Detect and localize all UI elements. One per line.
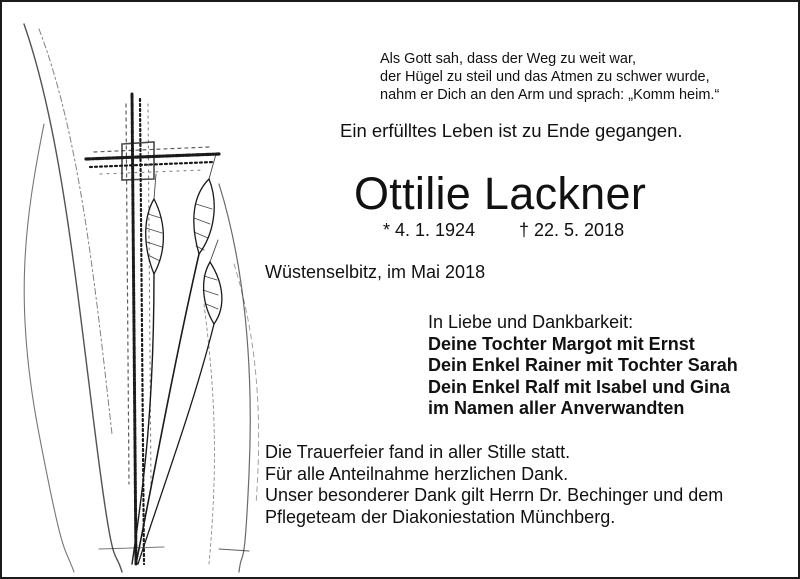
closing-line: Die Trauerfeier fand in aller Stille statt.	[265, 442, 571, 462]
closing-line: Unser besonderer Dank gilt Herrn Dr. Bechinger und dem	[265, 485, 724, 506]
poem-line: nahm er Dich an den Arm und sprach: „Komm heim.“	[380, 87, 720, 103]
poem-line: der Hügel zu steil und das Atmen zu schwer wurde,	[380, 69, 710, 85]
mourner-line: im Namen aller Anverwandten	[428, 398, 685, 418]
cross-with-wheat-icon	[4, 4, 264, 575]
mourners-intro: In Liebe und Dankbarkeit:	[428, 312, 634, 332]
closing-notes	[265, 442, 795, 529]
place-and-date: Wüstenselbitz, im Mai 2018	[265, 262, 486, 282]
mourner-line: Dein Enkel Rainer mit Tochter Sarah	[428, 355, 738, 375]
closing-line: Für alle Anteilnahme herzlichen Dank.	[265, 463, 569, 484]
mourner-line: Deine Tochter Margot mit Ernst	[428, 333, 695, 354]
poem-line: Als Gott sah, dass der Weg zu weit war,	[380, 51, 637, 67]
tagline: Ein erfülltes Leben ist zu Ende gegangen.	[340, 120, 683, 141]
birth-date: * 4. 1. 1924	[383, 220, 476, 240]
closing-line: Pflegeteam der Diakoniestation Münchberg.	[265, 507, 616, 528]
death-date: † 22. 5. 2018	[519, 220, 625, 240]
mourner-line: Dein Enkel Ralf mit Isabel und Gina	[428, 376, 731, 397]
poem	[380, 50, 790, 104]
deceased-name: Ottilie Lackner	[354, 168, 647, 219]
mourners-block	[428, 312, 738, 420]
